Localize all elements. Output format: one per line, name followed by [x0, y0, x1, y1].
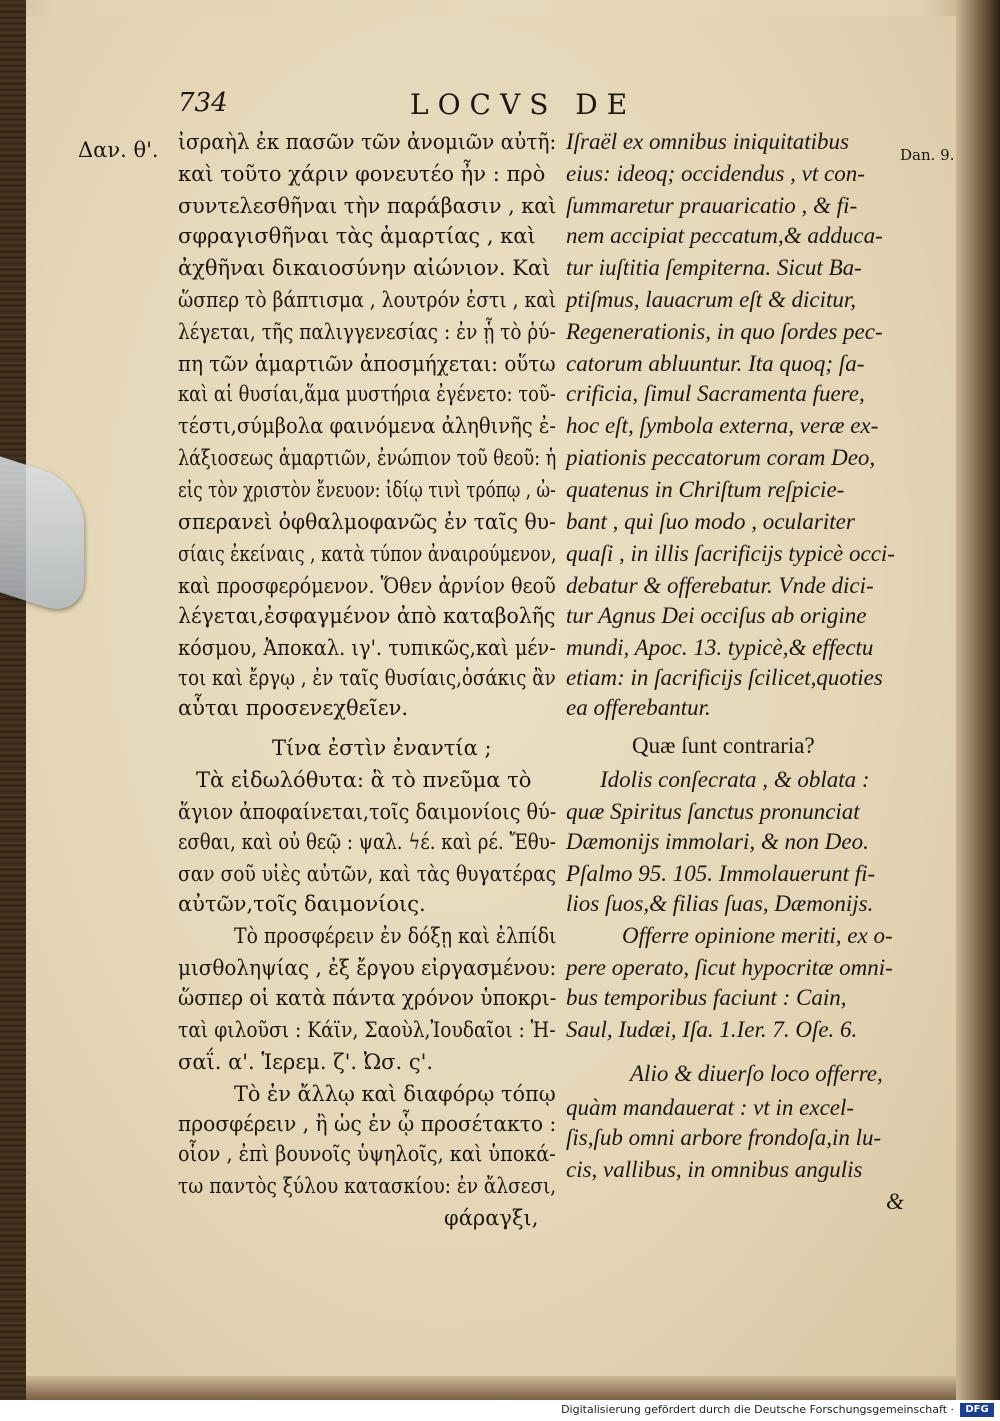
latin-line: crificia, ſimul Sacramenta fuere,: [566, 381, 865, 406]
latin-line: Idolis conſecrata , & oblata :: [600, 767, 870, 792]
greek-line: λάξιοσεως ἁμαρτιῶν, ἐνώπιον τοῦ θεοῦ: ἡ: [178, 446, 557, 470]
footer-bar: [0, 1400, 1000, 1421]
dfg-logo: DFG: [960, 1403, 994, 1417]
latin-line: hoc eſt, ſymbola externa, veræ ex-: [566, 413, 879, 438]
greek-line: τέστι,σύμβολα φαινόμενα ἀληθινῆς ἐ-: [178, 414, 556, 438]
latin-line: Quæ ſunt contraria?: [632, 733, 815, 758]
greek-line: καὶ προσφερόμενον. Ὅθεν ἀρνίον θεοῦ: [178, 574, 556, 598]
latin-line: mundi, Apoc. 13. typicè,& effectu: [566, 635, 874, 660]
greek-line: σφραγισθῆναι τὰς ἁμαρτίας , καὶ: [178, 224, 536, 248]
greek-line: ἰσραὴλ ἐκ πασῶν τῶν ἀνομιῶν αὐτῆ:: [178, 130, 557, 154]
greek-line: αὐτῶν,τοῖς δαιμονίοις.: [178, 892, 426, 916]
latin-line: lios ſuos,& filias ſuas, Dæmonijs.: [566, 891, 874, 916]
greek-line: εἰς τὸν χριστὸν ἔνευον: ἰδίῳ τινὶ τρόπῳ , ὠ-: [178, 478, 556, 502]
latin-line: quatenus in Chriſtum reſpicie-: [566, 477, 845, 502]
greek-line: ὥσπερ τὸ βάπτισμα , λουτρόν ἐστι , καὶ: [178, 288, 557, 312]
greek-line: πη τῶν ἁμαρτιῶν ἀποσμήχεται: οὕτω: [178, 352, 556, 376]
greek-line: συντελεσθῆναι τὴν παράβασιν , καὶ: [178, 194, 557, 218]
latin-line: Dæmonijs immolari, & non Deo.: [566, 829, 869, 854]
latin-line: nem accipiat peccatum,& adduca-: [566, 223, 883, 248]
greek-line: ἀχθῆναι δικαιοσύνην αἰώνιον. Καὶ: [178, 256, 551, 280]
latin-line: ptiſmus, lauacrum eſt & dicitur,: [566, 287, 857, 312]
latin-line: tur Agnus Dei occiſus ab origine: [566, 603, 867, 628]
latin-line: piationis peccatorum coram Deo,: [566, 445, 876, 470]
latin-line: ſummaretur prauaricatio , & fi-: [566, 193, 858, 218]
greek-line: ταὶ φιλοῦσι : Κάϊν, Σαοὺλ,Ἰουδαῖοι : Ἡ-: [178, 1018, 556, 1042]
margin-note-right: Dan. 9.: [900, 146, 955, 164]
greek-line: λέγεται, τῆς παλιγγενεσίας : ἐν ᾗ τὸ ῥύ-: [178, 320, 556, 344]
margin-note-left: Δαν. θ'.: [78, 138, 159, 162]
greek-line: Τίνα ἐστὶν ἐναντία ;: [272, 736, 492, 760]
greek-line: καὶ αἱ θυσίαι,ἅμα μυστήρια ἐγένετο: τοῦ-: [178, 382, 556, 406]
page-header: [178, 88, 738, 128]
page-number: 734: [178, 88, 228, 118]
greek-line: προσφέρειν , ἢ ὡς ἐν ᾧ προσέτακτο :: [178, 1112, 557, 1136]
latin-line: Regenerationis, in quo ſordes pec-: [566, 319, 883, 344]
greek-line: σπερανεὶ ὀφθαλμοφανῶς ἐν ταῖς θυ-: [178, 510, 556, 534]
latin-line: &: [886, 1189, 904, 1214]
latin-line: tur iuſtitia ſempiterna. Sicut Ba-: [566, 255, 862, 280]
latin-line: quæ Spiritus ſanctus pronunciat: [566, 799, 860, 824]
latin-line: quaſi , in illis ſacrificijs typicè occi-: [566, 541, 895, 566]
greek-line: καὶ τοῦτο χάριν φονευτέο ἦν : πρὸ: [178, 162, 546, 186]
latin-line: Pſalmo 95. 105. Immolauerunt fi-: [566, 861, 876, 886]
footer-credit: Digitalisierung gefördert durch die Deutsche Forschungsgemeinschaft ·: [561, 1403, 954, 1416]
latin-line: quàm mandauerat : vt in excel-: [566, 1095, 855, 1120]
latin-line: catorum abluuntur. Ita quoq; ſa-: [566, 351, 865, 376]
latin-line: Alio & diuerſo loco offerre,: [630, 1061, 883, 1086]
latin-line: debatur & offerebatur. Vnde dici-: [566, 573, 874, 598]
greek-line: Τὰ εἰδωλόθυτα: ἃ τὸ πνεῦμα τὸ: [196, 768, 532, 792]
greek-line: αὗται προσενεχθεῖεν.: [178, 696, 409, 720]
greek-line: τω παντὸς ξύλου κατασκίου: ἐν ἄλσεσι,: [178, 1174, 557, 1198]
greek-line: μισθοληψίας , ἐξ ἔργου εἰργασμένου:: [178, 956, 557, 980]
latin-line: eius: ideoq; occidendus , vt con-: [566, 161, 865, 186]
greek-line: κόσμου, Ἀποκαλ. ιγ'. τυπικῶς,καὶ μέν-: [178, 636, 556, 660]
latin-line: pere operato, ſicut hypocritæ omni-: [566, 955, 893, 980]
greek-line: ἅγιον ἀποφαίνεται,τοῖς δαιμονίοις θύ-: [178, 800, 557, 824]
page-bottom-edge: [26, 1376, 956, 1400]
latin-line: ſis,ſub omni arbore frondoſa,in lu-: [566, 1125, 882, 1150]
greek-line: σαν σοῦ υἱὲς αὐτῶν, καὶ τὰς θυγατέρας: [178, 862, 557, 886]
greek-line: σαΐ. α'. Ἱερεμ. ζ'. Ὠσ. ς'.: [178, 1050, 434, 1074]
greek-line: σίαις ἐκείναις , κατὰ τύπον ἀναιρούμενον,: [178, 542, 557, 566]
running-title: LOCVS DE: [410, 88, 637, 121]
greek-line: Τὸ προσφέρειν ἐν δόξῃ καὶ ἐλπίδι: [234, 924, 557, 948]
greek-line: οἷον , ἐπὶ βουνοῖς ὑψηλοῖς, καὶ ὑποκά-: [178, 1142, 556, 1166]
greek-line: Τὸ ἐν ἄλλῳ καὶ διαφόρῳ τόπῳ: [234, 1082, 556, 1106]
latin-line: etiam: in ſacrificijs ſcilicet,quoties: [566, 665, 883, 690]
greek-line: τοι καὶ ἔργῳ , ἐν ταῖς θυσίαις,ὁσάκις ἂν: [178, 666, 556, 690]
greek-line: ὥσπερ οἱ κατὰ πάντα χρόνον ὑποκρι-: [178, 986, 557, 1010]
latin-line: Iſraël ex omnibus iniquitatibus: [566, 129, 850, 154]
greek-line: φάραγξι,: [444, 1206, 539, 1230]
latin-line: bus temporibus faciunt : Cain,: [566, 985, 847, 1010]
latin-line: bant , qui ſuo modo , oculariter: [566, 509, 855, 534]
book-spine-edge: [0, 0, 26, 1400]
greek-line: λέγεται,ἐσφαγμένον ἀπὸ καταβολῆς: [178, 604, 556, 628]
latin-line: ea offerebantur.: [566, 695, 711, 720]
greek-line: εσθαι, καὶ οὐ θεῷ : ψαλ. ϟέ. καὶ ρέ. Ἔθυ-: [178, 830, 556, 854]
latin-line: Saul, Iudæi, Iſa. 1.Ier. 7. Oſe. 6.: [566, 1017, 858, 1042]
latin-line: cis, vallibus, in omnibus angulis: [566, 1157, 863, 1182]
latin-line: Offerre opinione meriti, ex o-: [622, 923, 893, 948]
